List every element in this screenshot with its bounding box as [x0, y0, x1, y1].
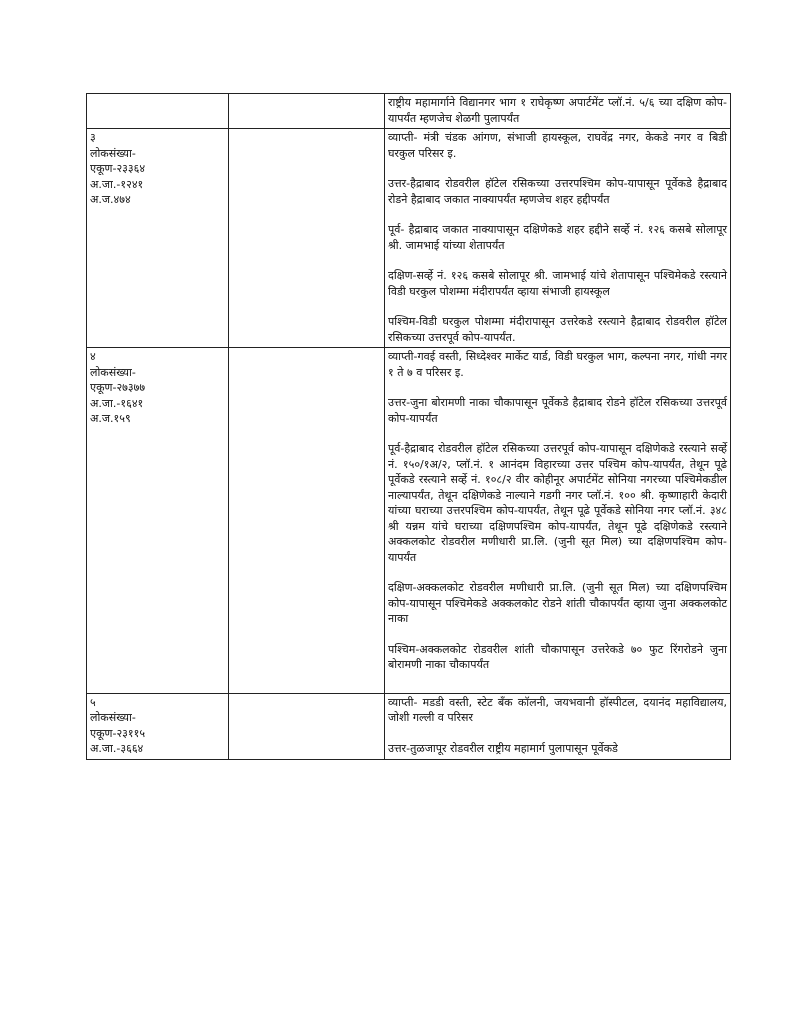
boundary-paragraph: दक्षिण-अक्कलकोट रोडवरील मणीधारी प्रा.लि. (जुनी सूत मिल) च्या दक्षिणपश्चिम कोप-यापासून पश्चिमेकडे अक्कलकोट रोडने शांती चौकापर्यंत व्हाया जुना अक्कलकोट नाका [388, 581, 727, 625]
boundary-paragraph: पश्चिम-विडी घरकुल पोशम्मा मंदीरापासून उत्तरेकडे रस्त्याने हैद्राबाद रोडवरील हॉटेल रसिकच्या उत्तरपूर्व कोप-यापर्यंत. [388, 315, 727, 344]
ward-total: एकूण-२७३७७ [90, 381, 146, 394]
empty-cell [229, 348, 385, 694]
ward-ward-no: ३ [90, 131, 96, 144]
boundary-paragraph: उत्तर-तुळजापूर रोडवरील राष्ट्रीय महामार्ग पुलापासून पूर्वेकडे [388, 741, 618, 755]
ward-info-cell [87, 348, 229, 694]
boundary-paragraph: पूर्व-हैद्राबाद रोडवरील हॉटेल रसिकच्या उत्तरपूर्व कोप-यापासून दक्षिणेकडे रस्त्याने सर्व्हे नं. १५०/१अ/२, प्लॉ.नं. १ आनंदम विहारच्या उत्तर पश्चिम कोप-यापर्यंत, तेथून पूढे पूर्वेकडे रस्त्याने सर्व्हे नं. १०८/२ वीर कोहीनूर अपार्टमेंट सोनिया नगरच्या पश्चिमेकडील नाल्यापर्यंत, तेथून दक्षिणेकडे नाल्याने गडगी नगर प्लॉ.नं. १०० श्री. कृष्णाहारी केदारी यांच्या घराच्या उत्तरपश्चिम कोप-यापर्यंत, तेथून पूढे पूर्वेकडे सोनिया नगर प्लॉ.नं. ३४८ श्री यन्नम यांचे घराच्या दक्षिणपश्चिम कोप-यापर्यंत, तेथून पूढे दक्षिणेकडे रस्त्याने अक्कलकोट रोडवरील मणीधारी प्रा.लि. (जुनी सूत मिल) च्या दक्षिणपश्चिम कोप-यापर्यंत [388, 442, 727, 564]
table-row [87, 94, 731, 129]
ward-st: अ.ज.४७४ [90, 193, 131, 206]
boundary-paragraph: राष्ट्रीय महामार्गाने विद्यानगर भाग १ राघेकृष्ण अपार्टमेंट प्लॉ.नं. ५/६ च्या दक्षिण कोप-यापर्यंत म्हणजेच शेळगी पुलापर्यंत [388, 96, 727, 125]
ward-total: एकूण-२३११५ [90, 726, 146, 740]
boundary-paragraph: व्याप्ती- मडडी वस्ती, स्टेट बँक कॉलनी, जयभवानी हॉस्पीटल, दयानंद महाविद्यालय, जोशी गल्ली व परिसर [388, 695, 727, 724]
boundary-paragraph: दक्षिण-सर्व्हे नं. १२६ कसबे सोलापूर श्री. जामभाई यांचे शेतापासून पश्चिमेकडे रस्त्याने विडी घरकुल पोशम्मा मंदीरापर्यंत व्हाया संभाजी हायस्कूल [388, 269, 727, 298]
boundary-paragraph: पश्चिम-अक्कलकोट रोडवरील शांती चौकापासून उत्तरेकडे ७० फुट रिंगरोडने जुना बोरामणी नाका चौकापर्यंत [388, 642, 727, 671]
empty-cell [229, 94, 385, 129]
boundary-paragraph: उत्तर-हैद्राबाद रोडवरील हॉटेल रसिकच्या उत्तरपश्चिम कोप-यापासून पूर्वेकडे हैद्राबाद रोडने हैद्राबाद जकात नाक्यापर्यंत म्हणजेच शहर हद्दीपर्यंत [388, 177, 727, 206]
empty-cell [229, 129, 385, 348]
ward-sc: अ.जा.-३६६४ [90, 742, 144, 755]
boundary-paragraph: व्याप्ती-गवई वस्ती, सिध्देश्वर मार्केट यार्ड, विडी घरकुल भाग, कल्पना नगर, गांधी नगर १ ते ७ व परिसर इ. [388, 350, 727, 379]
boundary-description-cell [385, 129, 731, 348]
boundary-paragraph: व्याप्ती- मंत्री चंडक आंगण, संभाजी हायस्कूल, राघवेंद्र नगर, केकडे नगर व बिडी घरकुल परिसर इ. [388, 131, 727, 160]
boundary-description-cell [385, 693, 731, 759]
ward-info-cell [87, 94, 229, 129]
ward-sc: अ.जा.-१२४१ [90, 177, 144, 191]
ward-info-cell [87, 129, 229, 348]
ward-ward-no: ४ [90, 350, 96, 363]
boundary-description-cell [385, 94, 731, 129]
ward-info-cell [87, 693, 229, 759]
boundary-paragraph: पूर्व- हैद्राबाद जकात नाक्यापासून दक्षिणेकडे शहर हद्दीने सर्व्हे नं. १२६ कसबे सोलापूर श्री. जामभाई यांच्या शेतापर्यंत [388, 223, 727, 252]
boundary-description-cell [385, 348, 731, 694]
ward-population-label: लोकसंख्या- [90, 711, 136, 724]
ward-boundary-table [86, 93, 731, 760]
ward-population-label: लोकसंख्या- [90, 365, 136, 379]
table-row [87, 693, 731, 759]
table-row [87, 129, 731, 348]
table-row [87, 348, 731, 694]
ward-population-label: लोकसंख्या- [90, 146, 136, 160]
ward-sc: अ.जा.-१६४१ [90, 396, 144, 410]
ward-ward-no: ५ [90, 695, 96, 709]
boundary-paragraph: उत्तर-जुना बोरामणी नाका चौकापासून पूर्वेकडे हैद्राबाद रोडने हॉटेल रसिकच्या उत्तरपूर्व कोप-यापर्यंत [388, 396, 727, 425]
ward-st: अ.ज.१५९ [90, 412, 131, 425]
empty-cell [229, 693, 385, 759]
ward-total: एकूण-२३३६४ [90, 162, 146, 175]
